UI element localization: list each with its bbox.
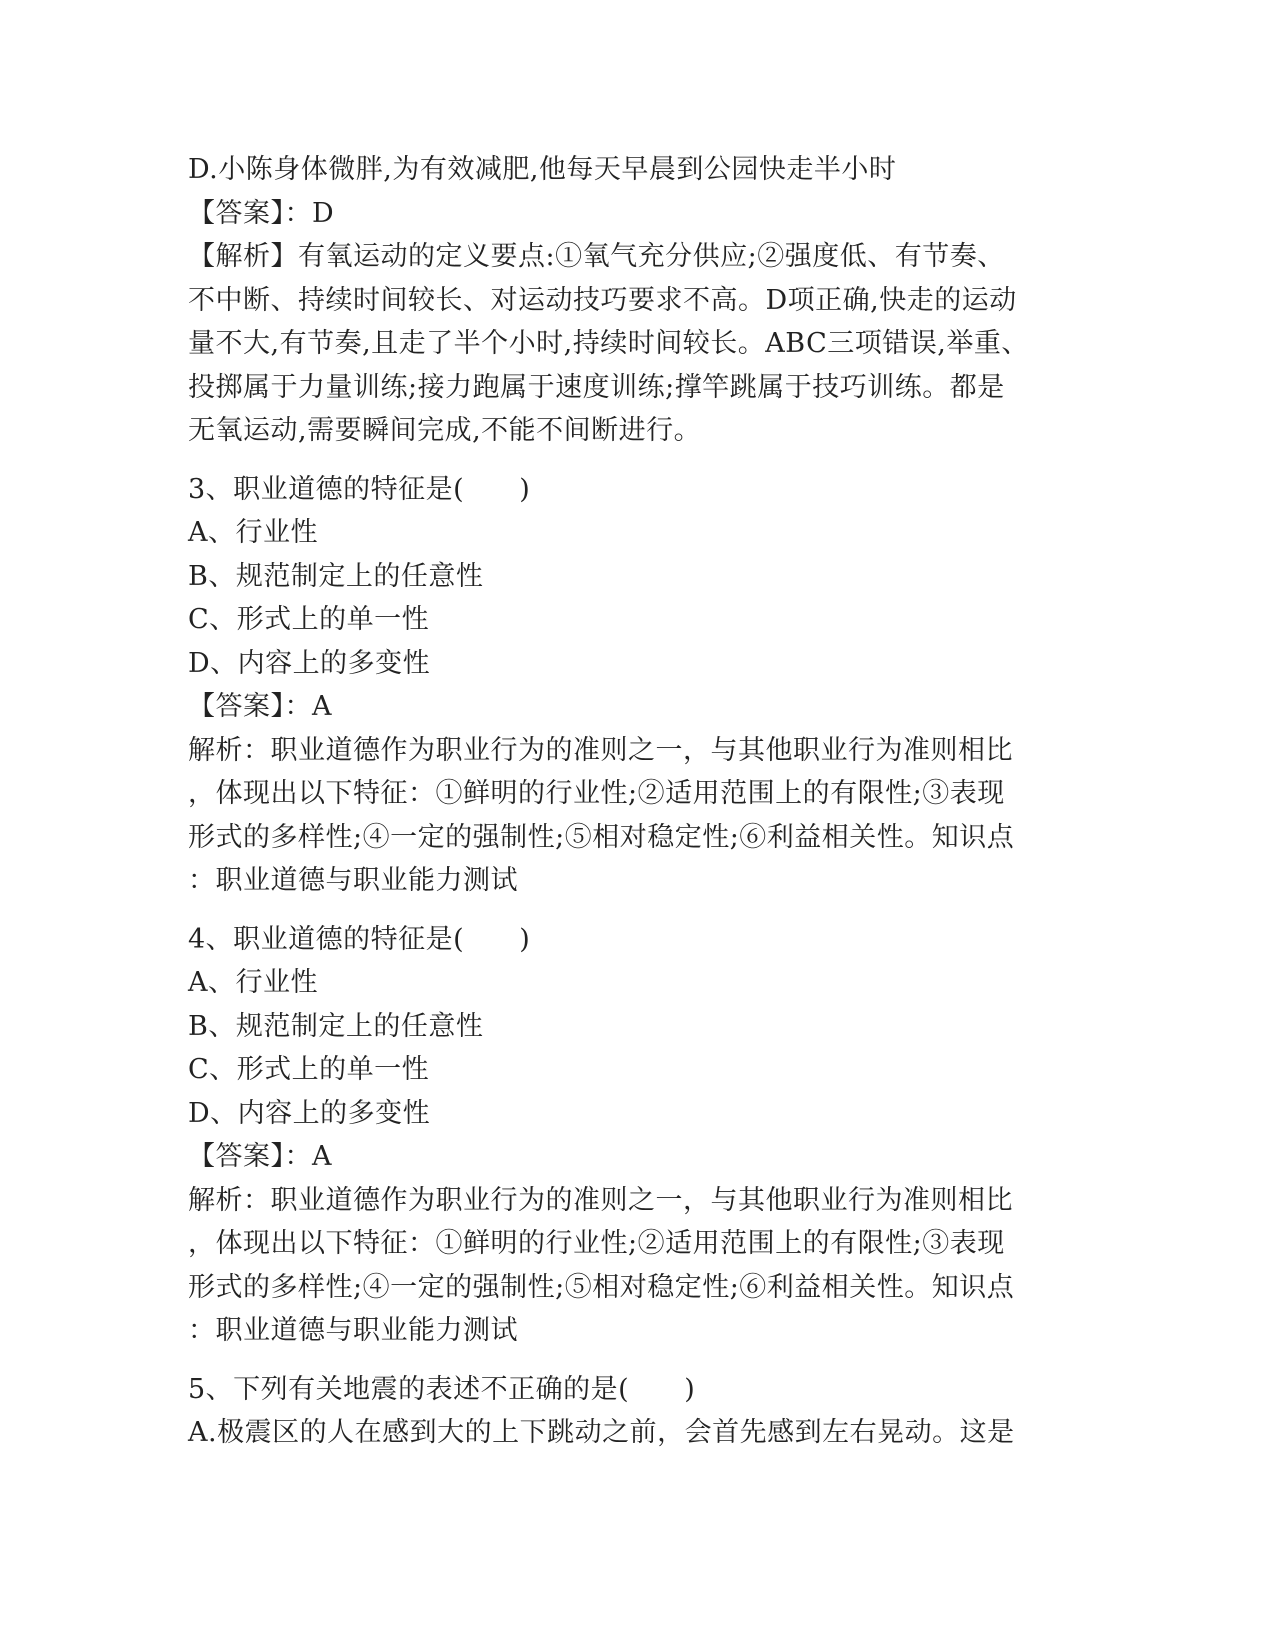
explanation-line: ，体现出以下特征：①鲜明的行业性;②适用范围上的有限性;③表现 [188,1228,1005,1259]
option-a: A.极震区的人在感到大的上下跳动之前，会首先感到左右晃动。这是 [188,1417,1015,1448]
question-3 [188,468,1088,903]
question-stem: 3、职业道德的特征是( ) [188,473,531,505]
explanation-line: 量不大,有节奏,且走了半个小时,持续时间较长。ABC三项错误,举重、 [188,328,1029,359]
explanation-line: 解析：职业道德作为职业行为的准则之一，与其他职业行为准则相比 [188,734,1013,766]
option-d: D、内容上的多变性 [188,1097,431,1129]
question-2-tail [188,148,1088,453]
explanation-line: 【解析】有氧运动的定义要点:①氧气充分供应;②强度低、有节奏、 [188,241,1005,272]
option-d: D.小陈身体微胖,为有效减肥,他每天早晨到公园快走半小时 [188,154,897,185]
explanation-line: 形式的多样性;④一定的强制性;⑤相对稳定性;⑥利益相关性。知识点 [188,1271,1015,1303]
option-b: B、规范制定上的任意性 [188,560,484,592]
explanation-line: 形式的多样性;④一定的强制性;⑤相对稳定性;⑥利益相关性。知识点 [188,821,1015,853]
option-a: A、行业性 [188,967,318,998]
question-5 [188,1368,1088,1455]
explanation-line: 投掷属于力量训练;接力跑属于速度训练;撑竿跳属于技巧训练。都是 [188,371,1005,403]
block-gap [188,1353,1088,1368]
option-c: C、形式上的单一性 [188,1054,430,1085]
answer: 【答案】：D [188,197,335,229]
answer: 【答案】：A [188,691,332,722]
option-d: D、内容上的多变性 [188,647,431,679]
question-4 [188,918,1088,1353]
question-stem: 4、职业道德的特征是( ) [188,923,531,955]
explanation-line: 无氧运动,需要瞬间完成,不能不间断进行。 [188,415,702,446]
explanation-line: ：职业道德与职业能力测试 [188,1315,518,1346]
option-a: A、行业性 [188,517,318,548]
explanation-line: 解析：职业道德作为职业行为的准则之一，与其他职业行为准则相比 [188,1184,1013,1216]
explanation-line: 不中断、持续时间较长、对运动技巧要求不高。D项正确,快走的运动 [188,284,1017,316]
block-gap [188,903,1088,918]
explanation-line: ，体现出以下特征：①鲜明的行业性;②适用范围上的有限性;③表现 [188,778,1005,809]
option-b: B、规范制定上的任意性 [188,1010,484,1042]
explanation-line: ：职业道德与职业能力测试 [188,865,518,896]
document-page [188,148,1088,1455]
block-gap [188,453,1088,468]
answer: 【答案】：A [188,1141,332,1172]
option-c: C、形式上的单一性 [188,604,430,635]
question-stem: 5、下列有关地震的表述不正确的是( ) [188,1373,696,1405]
